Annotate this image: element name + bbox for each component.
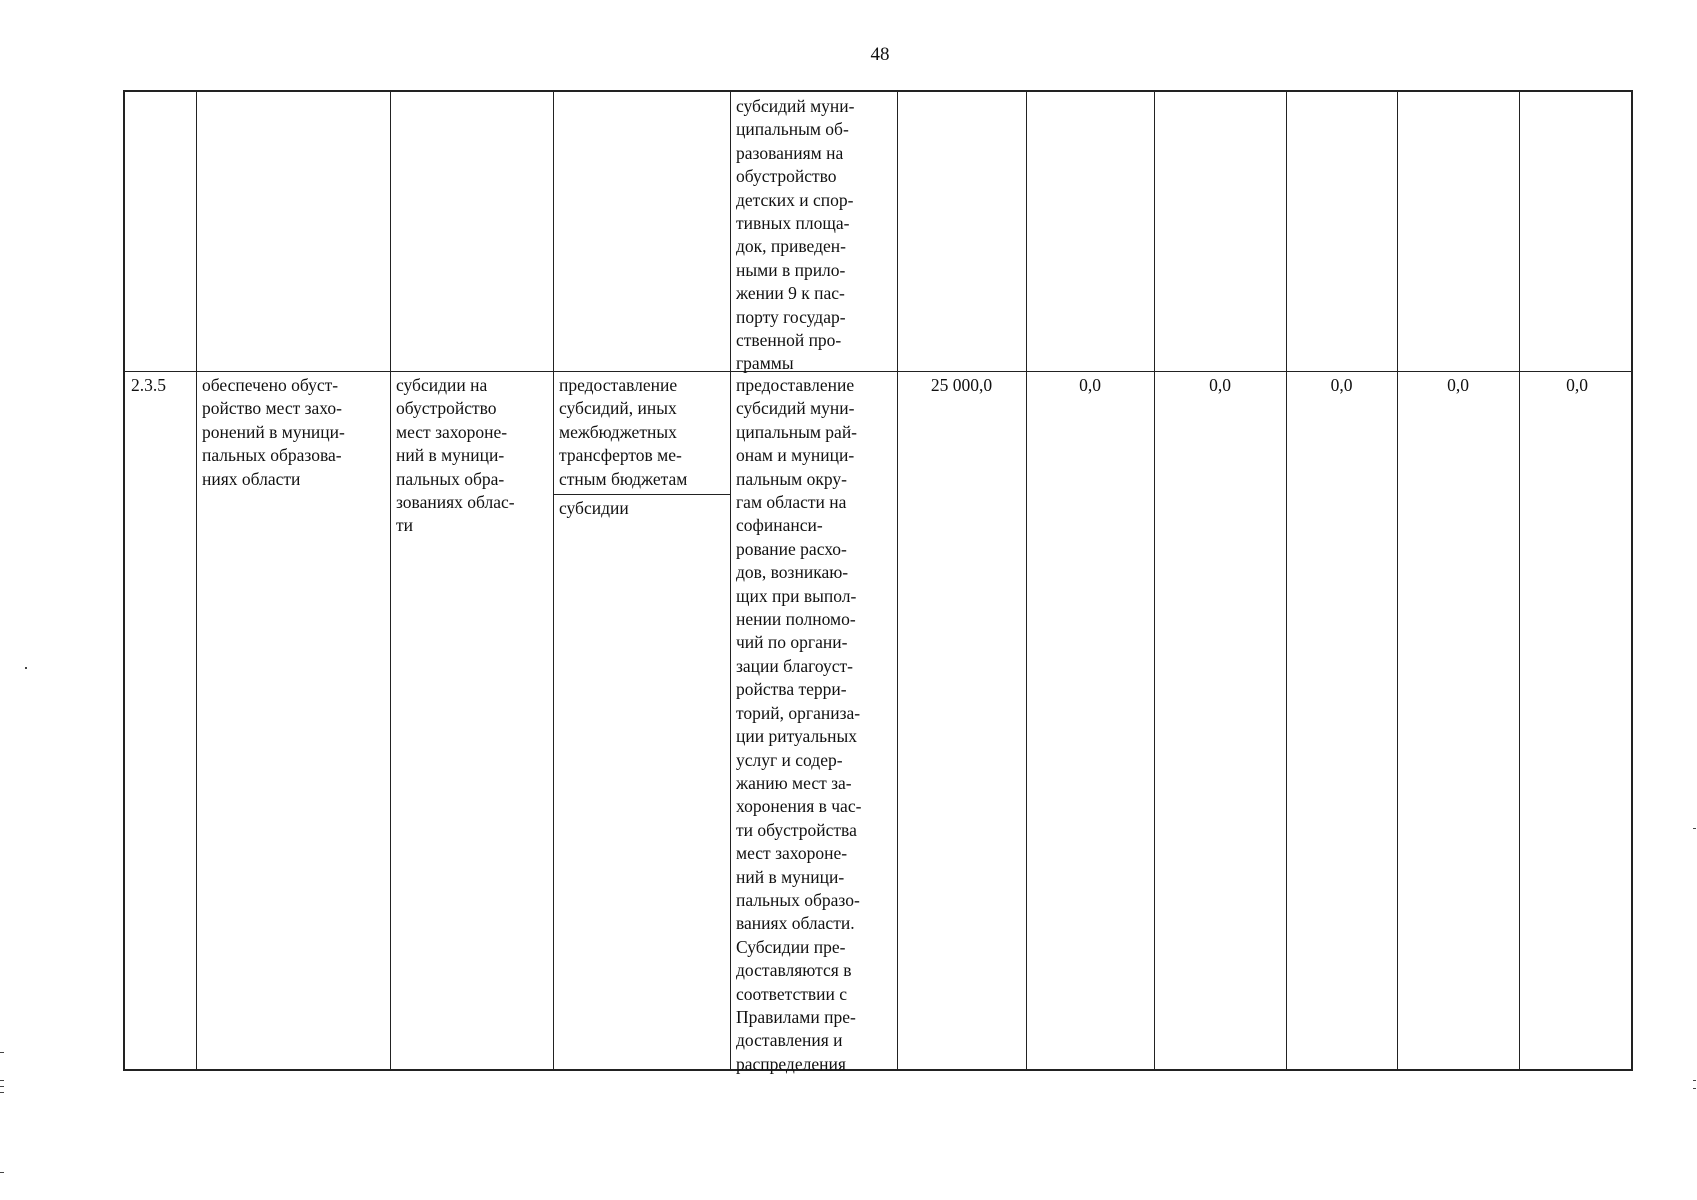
column-divider: [1286, 92, 1287, 1069]
row-mechanism-top: предоставление субсидий, иных межбюджетных трансфертов ме- стным бюджетам: [559, 375, 688, 489]
column-divider: [196, 92, 197, 1069]
scan-mark: [1693, 1088, 1696, 1089]
value-cell: 0,0: [1566, 375, 1588, 395]
row-event-type: субсидии на обустройство мест захороне- ний в муници- пальных обра- зованиях облас- ти: [396, 375, 515, 536]
row-mechanism-bottom: субсидии: [559, 498, 629, 518]
column-divider: [1154, 92, 1155, 1069]
page-number: 48: [870, 44, 890, 65]
scan-mark: [0, 1052, 4, 1053]
scan-mark: [1693, 1080, 1696, 1081]
program-table: [123, 90, 1633, 1074]
continuation-description: субсидий муни- ципальным об- разованиям на обустройство детских и спор- тивных площа- док, приведен- ными в прило- жении 9 к пас- порту государ- ственной про- граммы: [736, 96, 855, 374]
value-cell: 25 000,0: [930, 375, 993, 395]
scan-mark: [1693, 828, 1696, 829]
scan-mark: [25, 667, 27, 669]
row-number: 2.3.5: [131, 375, 166, 395]
column-divider: [1397, 92, 1398, 1069]
column-divider: [1026, 92, 1027, 1069]
value-cell: 0,0: [1330, 375, 1353, 395]
value-cell: 0,0: [1447, 375, 1469, 395]
column-divider: [897, 92, 898, 1069]
column-divider: [553, 92, 554, 1069]
scan-mark: [0, 1092, 4, 1093]
scan-mark: [0, 1086, 4, 1087]
row-description: предоставление субсидий муни- ципальным рай- онам и муници- пальным окру- гам области на софинанси- рование расхо- дов, возникаю- щих при выпол- нении полномо- чий по органи- зации благоуст- ройства терри- торий, организа- ции ритуальных услуг и содер- жанию мест за- хоронения в час- ти обустройства мест захороне- ний в муници- пальных образо- ваниях области. Субсидии пре- доставляются в соответствии с Правилами пре- доставления и распределения: [736, 375, 862, 1074]
value-cell: 0,0: [1209, 375, 1231, 395]
value-cell: 0,0: [1079, 375, 1101, 395]
scan-mark: [0, 1080, 4, 1081]
column-divider: [1519, 92, 1520, 1069]
row-result: обеспечено обуст- ройство мест захо- ронений в муници- пальных образова- ниях области: [202, 375, 345, 489]
column-divider: [390, 92, 391, 1069]
scan-mark: [0, 1172, 4, 1173]
